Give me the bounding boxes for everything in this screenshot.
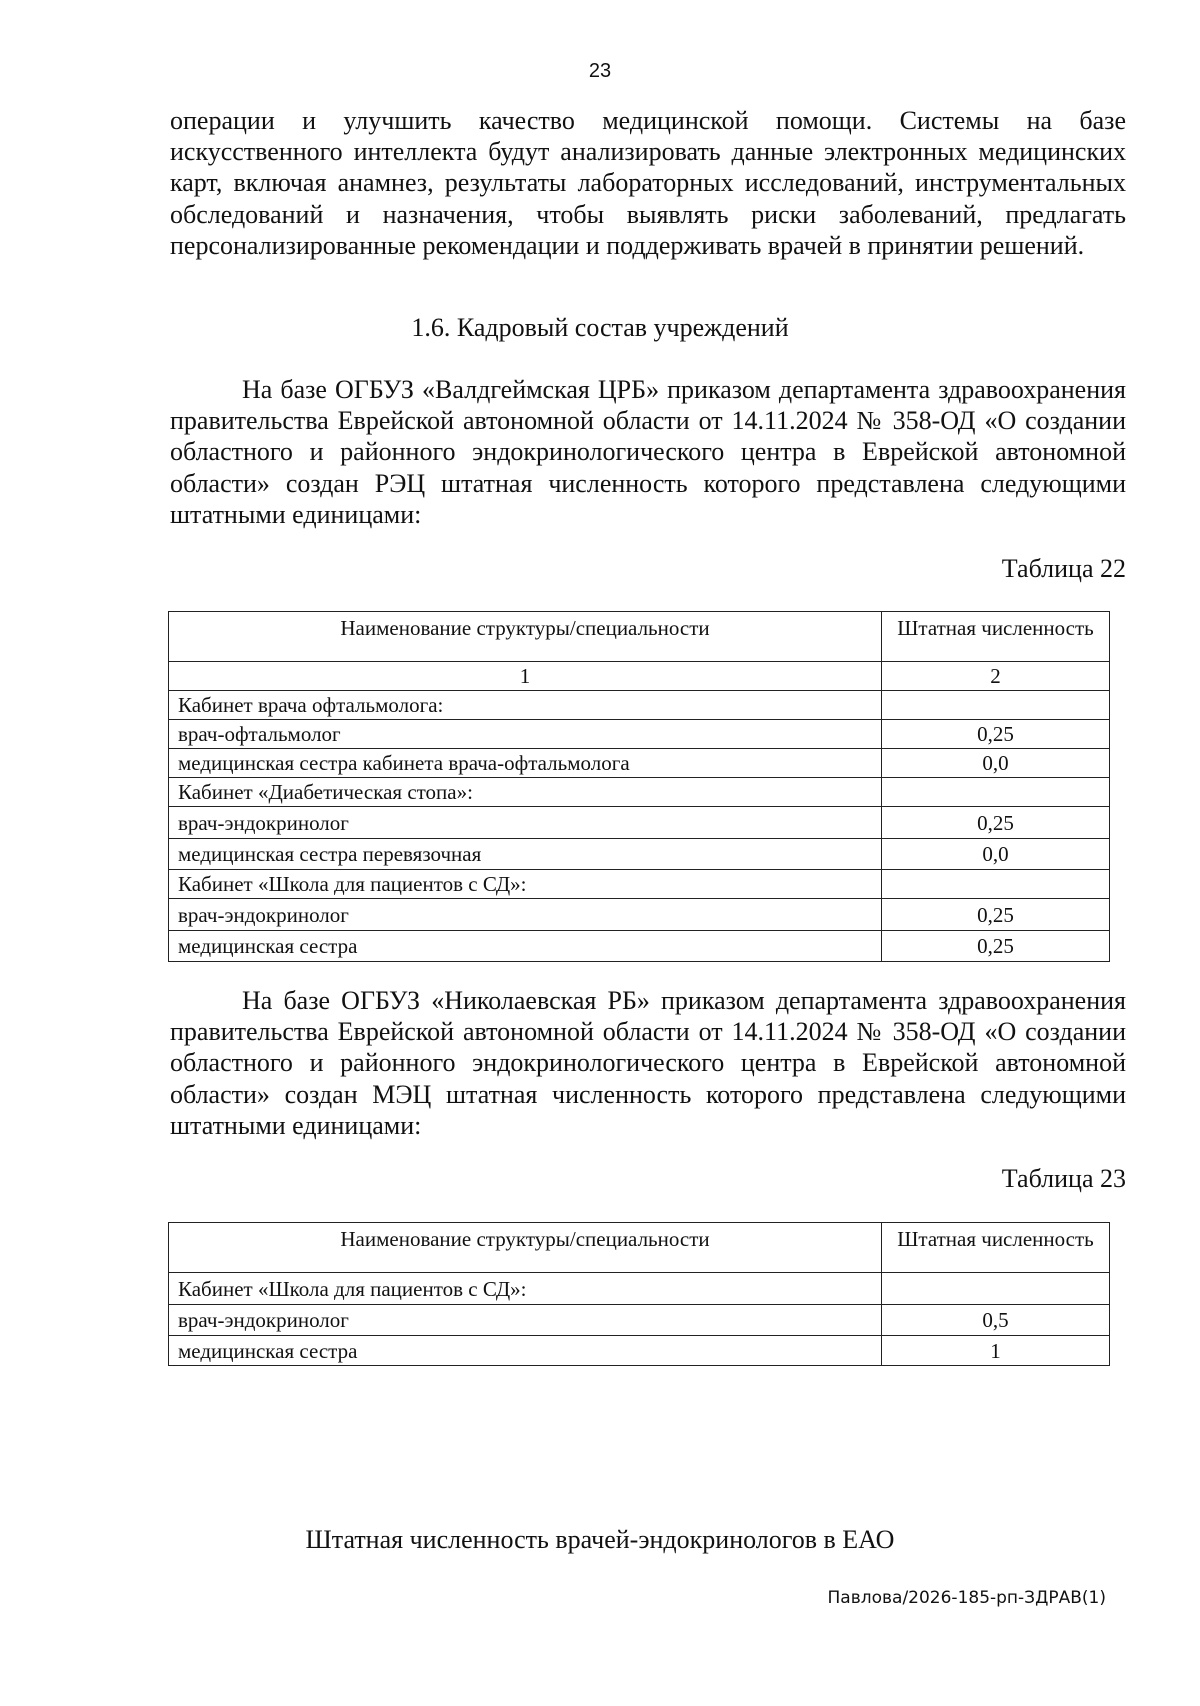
table-row	[169, 807, 1110, 839]
column-number-1: 1	[169, 662, 882, 691]
table-row	[169, 931, 1110, 962]
row-value-cell	[882, 870, 1110, 899]
document-code: Павлова/2026-185-рп-ЗДРАВ(1)	[827, 1588, 1106, 1608]
table-row	[169, 778, 1110, 807]
table-row	[169, 870, 1110, 899]
header-name-cell: Наименование структуры/специальности	[169, 612, 882, 662]
row-name-cell: медицинская сестра	[169, 931, 882, 962]
table-row	[169, 899, 1110, 931]
row-name-cell: Кабинет «Школа для пациентов с СД»:	[169, 1273, 882, 1305]
table-row	[169, 691, 1110, 720]
row-name-cell: врач-эндокринолог	[169, 899, 882, 931]
header-name-cell: Наименование структуры/специальности	[169, 1223, 882, 1273]
row-value-cell: 0,25	[882, 931, 1110, 962]
row-name-cell: Кабинет врача офтальмолога:	[169, 691, 882, 720]
column-number-2: 2	[882, 662, 1110, 691]
table-row	[169, 1273, 1110, 1305]
row-name-cell: Кабинет «Диабетическая стопа»:	[169, 778, 882, 807]
header-value-cell: Штатная численность	[882, 612, 1110, 662]
paragraph-valdgeim: На базе ОГБУЗ «Валдгеймская ЦРБ» приказом департамента здравоохранения правительства Еврейской автономной области от 14.11.2024 № 358-ОД «О создании областного и районного эндокринологического центра в Еврейской автономной области» создан РЭЦ штатная численность которого представлена следующими штатными единицами:	[170, 375, 1126, 529]
header-value-cell: Штатная численность	[882, 1223, 1110, 1273]
row-name-cell: врач-эндокринолог	[169, 807, 882, 839]
row-value-cell: 0,25	[882, 720, 1110, 749]
closing-heading: Штатная численность врачей-эндокринологов в ЕАО	[305, 1525, 895, 1554]
section-heading: 1.6. Кадровый состав учреждений	[411, 313, 789, 342]
row-value-cell: 1	[882, 1336, 1110, 1366]
row-name-cell: врач-офтальмолог	[169, 720, 882, 749]
table-header-row	[169, 612, 1110, 662]
row-value-cell: 0,25	[882, 807, 1110, 839]
row-value-cell: 0,0	[882, 839, 1110, 870]
row-value-cell: 0,5	[882, 1305, 1110, 1336]
row-name-cell: медицинская сестра кабинета врача-офтальмолога	[169, 749, 882, 778]
page-number: 23	[588, 60, 612, 82]
paragraph-ai-systems: операции и улучшить качество медицинской помощи. Системы на базе искусственного интеллекта будут анализировать данные электронных медицинских карт, включая анамнез, результаты лабораторных исследований, инструментальных обследований и назначения, чтобы выявлять риски заболеваний, предлагать персонализированные рекомендации и поддерживать врачей в принятии решений.	[170, 106, 1126, 260]
table-22-caption: Таблица 22	[1001, 554, 1126, 583]
table-row	[169, 839, 1110, 870]
table-23	[168, 1222, 1110, 1366]
row-name-cell: медицинская сестра	[169, 1336, 882, 1366]
row-value-cell	[882, 691, 1110, 720]
paragraph-nikolaevsk: На базе ОГБУЗ «Николаевская РБ» приказом департамента здравоохранения правительства Еврейской автономной области от 14.11.2024 № 358-ОД «О создании областного и районного эндокринологического центра в Еврейской автономной области» создан МЭЦ штатная численность которого представлена следующими штатными единицами:	[170, 986, 1126, 1140]
row-value-cell: 0,0	[882, 749, 1110, 778]
row-value-cell	[882, 778, 1110, 807]
row-value-cell	[882, 1273, 1110, 1305]
table-22	[168, 611, 1110, 962]
row-name-cell: врач-эндокринолог	[169, 1305, 882, 1336]
table-row	[169, 749, 1110, 778]
table-row	[169, 1305, 1110, 1336]
table-header-row	[169, 1223, 1110, 1273]
row-name-cell: Кабинет «Школа для пациентов с СД»:	[169, 870, 882, 899]
table-row	[169, 720, 1110, 749]
table-23-caption: Таблица 23	[1001, 1164, 1126, 1193]
row-value-cell: 0,25	[882, 899, 1110, 931]
column-number-row	[169, 662, 1110, 691]
row-name-cell: медицинская сестра перевязочная	[169, 839, 882, 870]
table-row	[169, 1336, 1110, 1366]
